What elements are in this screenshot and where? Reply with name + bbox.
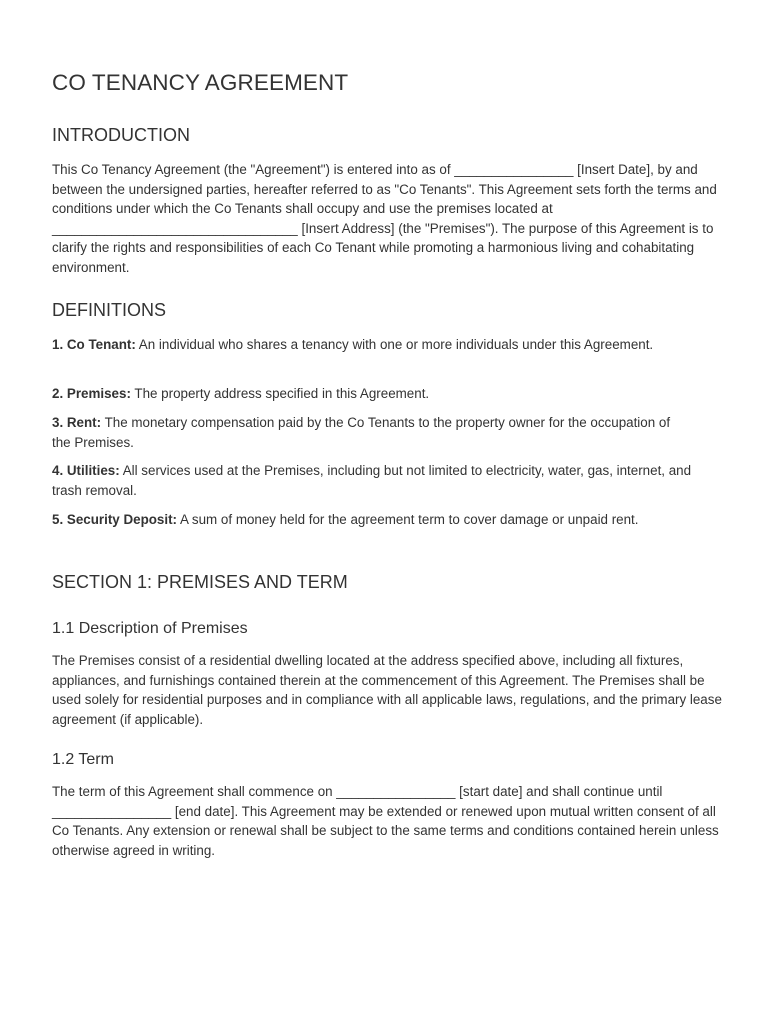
definition-term: 3. Rent: bbox=[52, 415, 102, 430]
introduction-heading: INTRODUCTION bbox=[52, 125, 190, 145]
section1-1-paragraph: The Premises consist of a residential dwelling located at the address specified above, including all fixtures, appliances, and furnishings contained therein at the commencement of this Agreement. The Premises shall be used solely for residential purposes and in compliance with all applicable laws, regulations, and the primary lease agreement (if applicable). bbox=[52, 653, 722, 727]
section1-1-heading: 1.1 Description of Premises bbox=[52, 620, 248, 637]
section1-heading: SECTION 1: PREMISES AND TERM bbox=[52, 572, 348, 592]
definition-term: 5. Security Deposit: bbox=[52, 512, 178, 527]
definition-item bbox=[52, 510, 692, 530]
definition-text: The monetary compensation paid by the Co Tenants to the property owner for the occupation of the Premises. bbox=[52, 415, 671, 450]
definitions-heading: DEFINITIONS bbox=[52, 300, 167, 320]
definition-term: 1. Co Tenant: bbox=[52, 337, 136, 352]
definition-term: 4. Utilities: bbox=[52, 463, 120, 478]
definition-item bbox=[52, 461, 692, 500]
introduction-paragraph: This Co Tenancy Agreement (the "Agreement") is entered into as of ________________ [Insert Date], by and between the undersigned parties, hereafter referred to as "Co Tenants". This Agreement sets forth the terms and conditions under which the Co Tenants shall occupy and use the premises located at _________________________________ [Insert Address] (the "Premises"). The purpose of this Agreement is to clarify the rights and responsibilities of each Co Tenant while promoting a harmonious living and cohabitating environment. bbox=[52, 162, 717, 275]
definition-item bbox=[52, 413, 692, 452]
definition-item bbox=[52, 384, 692, 404]
definition-text: An individual who shares a tenancy with one or more individuals under this Agreement. bbox=[135, 337, 654, 352]
definition-text: All services used at the Premises, including but not limited to electricity, water, gas, internet, and trash removal. bbox=[52, 463, 692, 498]
definition-text: The property address specified in this Agreement. bbox=[130, 386, 430, 401]
definition-text: A sum of money held for the agreement term to cover damage or unpaid rent. bbox=[177, 512, 639, 527]
definition-term: 2. Premises: bbox=[52, 386, 131, 401]
definition-item bbox=[52, 335, 692, 355]
section1-2-paragraph: The term of this Agreement shall commence on ________________ [start date] and shall continue until ________________ [end date]. This Agreement may be extended or renewed upon mutual written consent of all Co Tenants. Any extension or renewal shall be subject to the same terms and conditions contained herein unless otherwise agreed in writing. bbox=[52, 784, 719, 858]
document-title: CO TENANCY AGREEMENT bbox=[52, 70, 349, 95]
section1-2-heading: 1.2 Term bbox=[52, 751, 114, 768]
